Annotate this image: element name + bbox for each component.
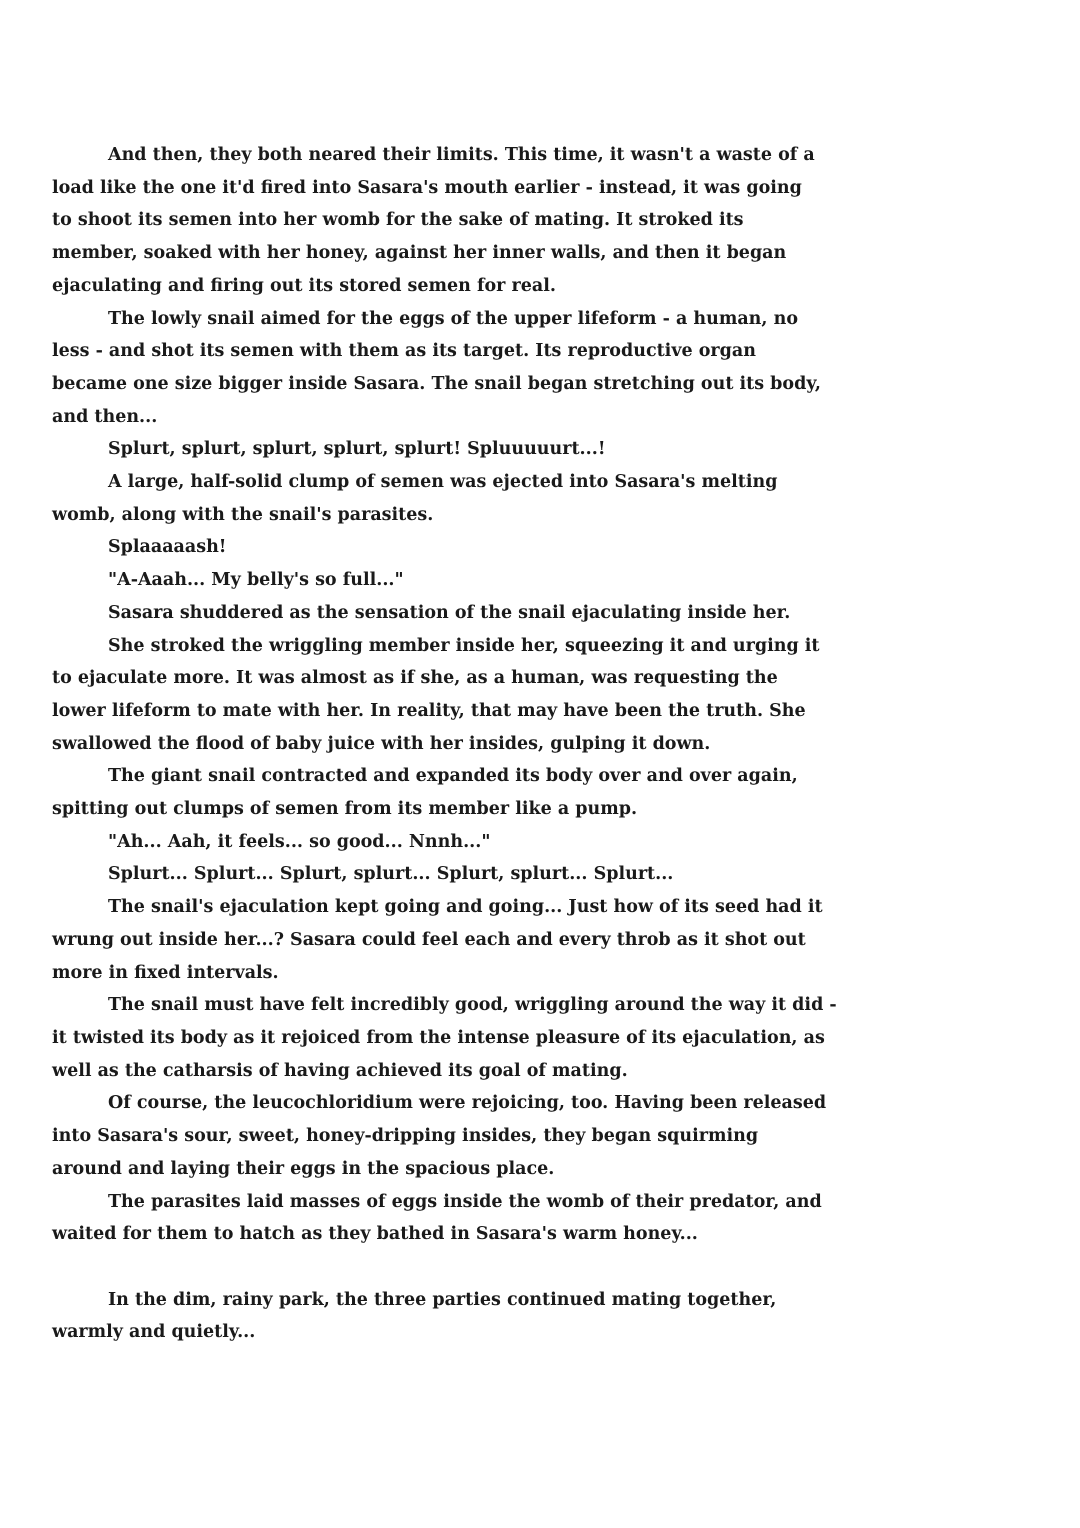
text-line: The snail must have felt incredibly good, wriggling around the way it did - [108,995,837,1016]
text-line: spitting out clumps of semen from its member like a pump. [52,799,638,820]
paragraph-break [52,1251,1037,1284]
paragraph [52,564,1037,597]
text-line: The giant snail contracted and expanded its body over and over again, [108,766,798,787]
text-line: A large, half-solid clump of semen was ejected into Sasara's melting [108,472,778,493]
paragraph [52,303,1037,434]
text-line: The lowly snail aimed for the eggs of the upper lifeform - a human, no [108,308,798,329]
text-line: to shoot its semen into her womb for the sake of mating. It stroked its [52,210,744,231]
text-line: Of course, the leucochloridium were rejoicing, too. Having been released [108,1093,827,1114]
paragraph [52,891,1037,989]
text-line: and then... [52,406,158,427]
paragraph [52,630,1037,761]
text-line: Sasara shuddered as the sensation of the snail ejaculating inside her. [108,602,791,623]
paragraph [52,989,1037,1087]
text-line: well as the catharsis of having achieved its goal of mating. [52,1060,628,1081]
text-line: member, soaked with her honey, against her inner walls, and then it began [52,243,787,264]
text-line: waited for them to hatch as they bathed in Sasara's warm honey... [52,1224,698,1245]
text-line: warmly and quietly... [52,1322,256,1343]
text-line: Splaaaaash! [108,537,227,558]
text-line: it twisted its body as it rejoiced from the intense pleasure of its ejaculation, as [52,1027,825,1048]
text-line: ejaculating and firing out its stored semen for real. [52,275,556,296]
paragraph [52,1186,1037,1251]
text-line: Splurt, splurt, splurt, splurt, splurt! Spluuuuurt...! [108,439,606,460]
text-line: womb, along with the snail's parasites. [52,504,434,525]
paragraph [52,139,1037,303]
text-line: around and laying their eggs in the spacious place. [52,1158,555,1179]
paragraph [52,1087,1037,1185]
paragraph [52,531,1037,564]
text-line: lower lifeform to mate with her. In reality, that may have been the truth. She [52,700,806,721]
paragraph [52,466,1037,531]
text-line: She stroked the wriggling member inside her, squeezing it and urging it [108,635,820,656]
text-line: less - and shot its semen with them as its target. Its reproductive organ [52,341,756,362]
paragraph [52,433,1037,466]
paragraph [52,597,1037,630]
text-line: "Ah... Aah, it feels... so good... Nnnh..." [108,831,491,852]
text-line: "A-Aaah... My belly's so full..." [108,570,404,591]
text-line: became one size bigger inside Sasara. The snail began stretching out its body, [52,373,821,394]
text-line: more in fixed intervals. [52,962,279,983]
text-line: The parasites laid masses of eggs inside the womb of their predator, and [108,1191,822,1212]
paragraph [52,858,1037,891]
text-line: And then, they both neared their limits. This time, it wasn't a waste of a [108,145,815,165]
text-line: wrung out inside her...? Sasara could feel each and every throb as it shot out [52,929,806,950]
text-line: into Sasara's sour, sweet, honey-dripping insides, they began squirming [52,1126,759,1147]
text-line: load like the one it'd fired into Sasara's mouth earlier - instead, it was going [52,177,802,198]
text-line: swallowed the flood of baby juice with her insides, gulping it down. [52,733,711,754]
text-line: In the dim, rainy park, the three parties continued mating together, [108,1289,777,1310]
paragraph [52,760,1037,825]
paragraph [52,826,1037,859]
text-line: Splurt... Splurt... Splurt, splurt... Splurt, splurt... Splurt... [108,864,674,885]
paragraph [52,1284,1037,1349]
document-body [52,139,1037,1349]
text-line: The snail's ejaculation kept going and going... Just how of its seed had it [108,897,823,918]
text-line: to ejaculate more. It was almost as if she, as a human, was requesting the [52,668,778,689]
